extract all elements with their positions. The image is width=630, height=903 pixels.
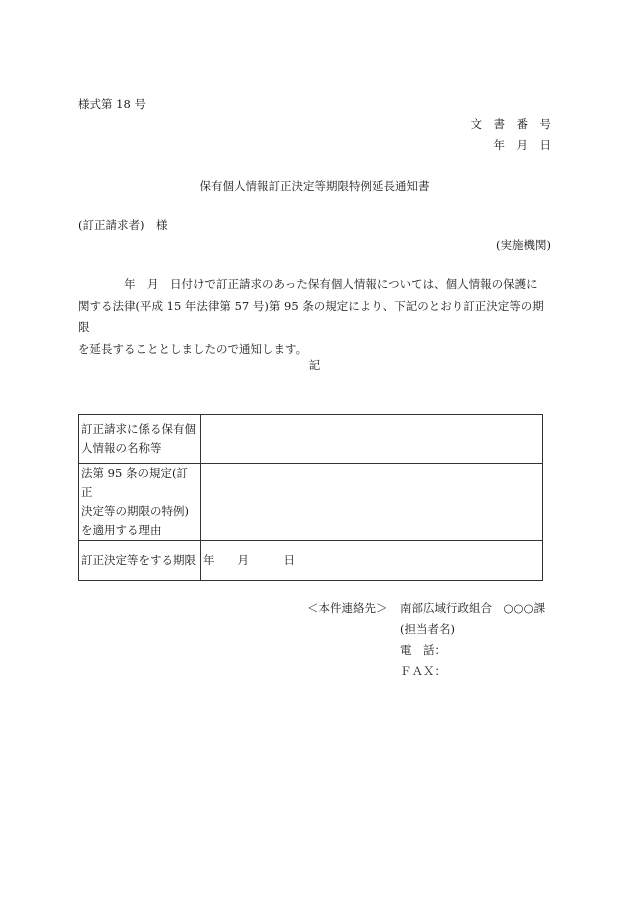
table-row-reason bbox=[79, 464, 543, 541]
contact-organization: 南部広域行政組合 ○○○課 bbox=[400, 601, 546, 615]
sender-organization: (実施機関) bbox=[496, 238, 551, 252]
body-line-2: 関する法律(平成 15 年法律第 57 号)第 95 条の規定により、下記のとおり訂正決定等の期限 bbox=[78, 298, 544, 334]
date-label: 年 月 日 bbox=[493, 138, 551, 152]
item-label-cell: 訂正請求に係る保有個 人情報の名称等 bbox=[79, 415, 201, 464]
contact-block bbox=[307, 600, 545, 684]
table-row-deadline bbox=[79, 541, 543, 581]
contact-fax: ＦＡＸ： bbox=[400, 664, 446, 678]
reason-label-cell: 法第 95 条の規定(訂正 決定等の期限の特例) を適用する理由 bbox=[79, 464, 201, 541]
details-table bbox=[78, 414, 543, 581]
contact-lead: ＜本件連絡先＞ bbox=[307, 601, 388, 615]
addressee: (訂正請求者) 様 bbox=[78, 218, 168, 232]
item-value-cell bbox=[201, 415, 543, 464]
document-number-label: 文 書 番 号 bbox=[470, 117, 551, 131]
contact-person: (担当者名) bbox=[400, 622, 455, 636]
ki-heading: 記 bbox=[308, 358, 321, 372]
contact-phone: 電 話： bbox=[400, 643, 446, 657]
body-line-1: 年 月 日付けで訂正請求のあった保有個人情報については、個人情報の保護に bbox=[124, 277, 538, 291]
table-row-item bbox=[79, 415, 543, 464]
body-line-3: を延長することとしましたので通知します。 bbox=[78, 341, 308, 356]
reason-value-cell bbox=[201, 464, 543, 541]
form-number: 様式第 18 号 bbox=[78, 97, 146, 111]
deadline-label-cell: 訂正決定等をする期限 bbox=[79, 541, 201, 581]
deadline-value-cell: 年 月 日 bbox=[201, 541, 543, 581]
body-paragraph bbox=[78, 274, 551, 360]
document-title: 保有個人情報訂正決定等期限特例延長通知書 bbox=[199, 179, 430, 193]
